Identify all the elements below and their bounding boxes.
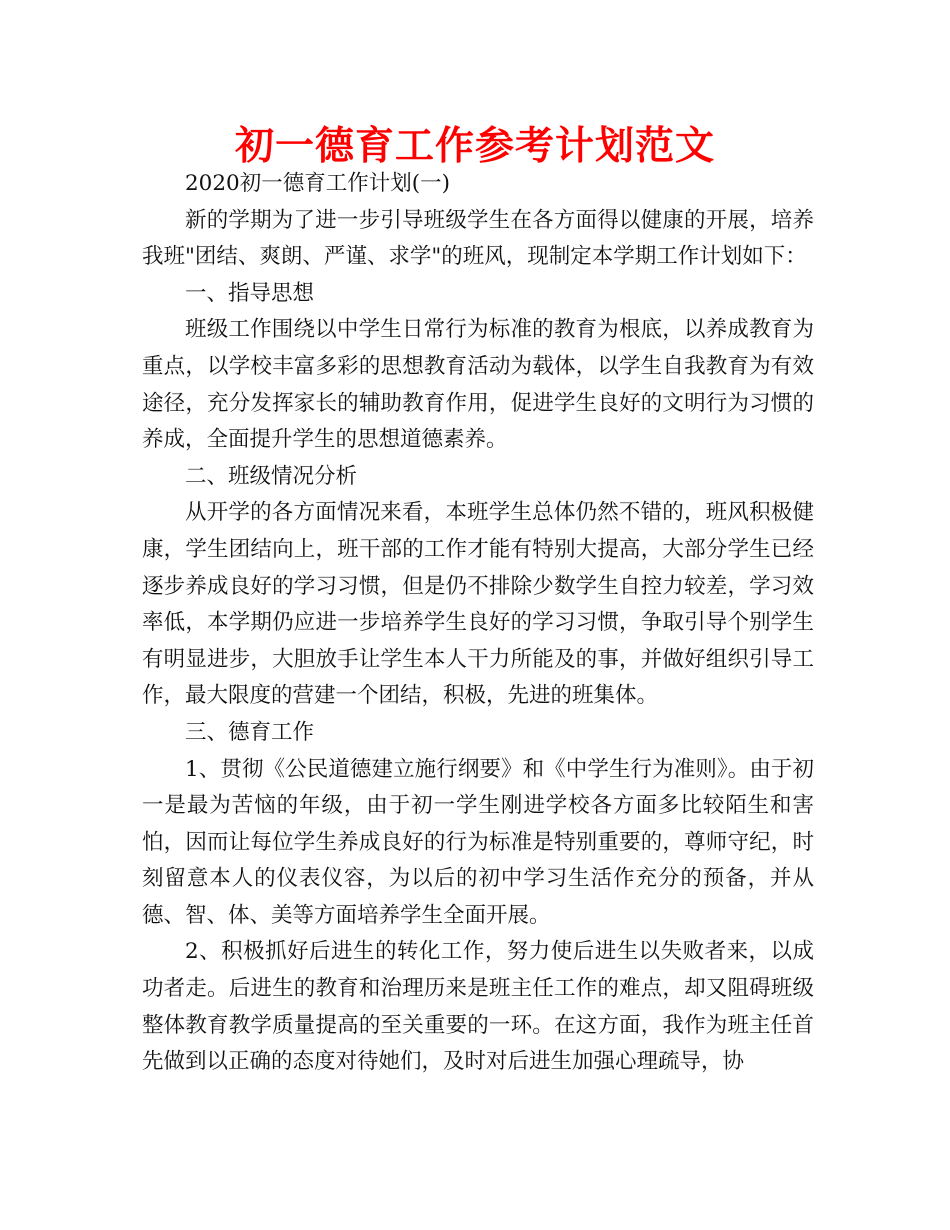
paragraph-moral-item-2: 2、积极抓好后进生的转化工作，努力使后进生以失败者来，以成功者走。后进生的教育和治理历来是班主任工作的难点，却又阻碍班级整体教育教学质量提高的至关重要的一环。在这方面，我作为班主任首先做到以正确的态度对待她们，及时对后进生加强心理疏导，协	[142, 939, 814, 1075]
document-title: 初一德育工作参考计划范文	[234, 123, 715, 169]
paragraph-guiding-thought: 班级工作围绕以中学生日常行为标准的教育为根底，以养成教育为重点，以学校丰富多彩的思想教育活动为载体，以学生自我教育为有效途径，充分发挥家长的辅助教育作用，促进学生良好的文明行为习惯的养成，全面提升学生的思想道德素养。	[142, 317, 814, 453]
paragraph-intro: 新的学期为了进一步引导班级学生在各方面得以健康的开展，培养我班"团结、爽朗、严谨、求学"的班风，现制定本学期工作计划如下：	[142, 207, 814, 270]
section-heading-guiding-thought: 一、指导思想	[185, 280, 315, 306]
section-heading-class-analysis: 二、班级情况分析	[185, 463, 358, 489]
section-heading-moral-education: 三、德育工作	[185, 719, 315, 745]
paragraph-class-analysis: 从开学的各方面情况来看，本班学生总体仍然不错的，班风积极健康，学生团结向上，班干部的工作才能有特别大提高，大部分学生已经逐步养成良好的学习习惯，但是仍不排除少数学生自控力较差，学习效率低，本学期仍应进一步培养学生良好的学习习惯，争取引导个别学生有明显进步，大胆放手让学生本人干力所能及的事，并做好组织引导工作，最大限度的营建一个团结，积极，先进的班集体。	[142, 500, 814, 709]
document-subtitle: 2020初一德育工作计划(一)	[185, 171, 450, 196]
paragraph-moral-item-1: 1、贯彻《公民道德建立施行纲要》和《中学生行为准则》。由于初一是最为苦恼的年级，由于初一学生刚进学校各方面多比较陌生和害怕，因而让每位学生养成良好的行为标准是特别重要的，尊师守纪，时刻留意本人的仪表仪容，为以后的初中学习生活作充分的预备，并从德、智、体、美等方面培养学生全面开展。	[142, 756, 814, 928]
document-body	[142, 166, 814, 1081]
